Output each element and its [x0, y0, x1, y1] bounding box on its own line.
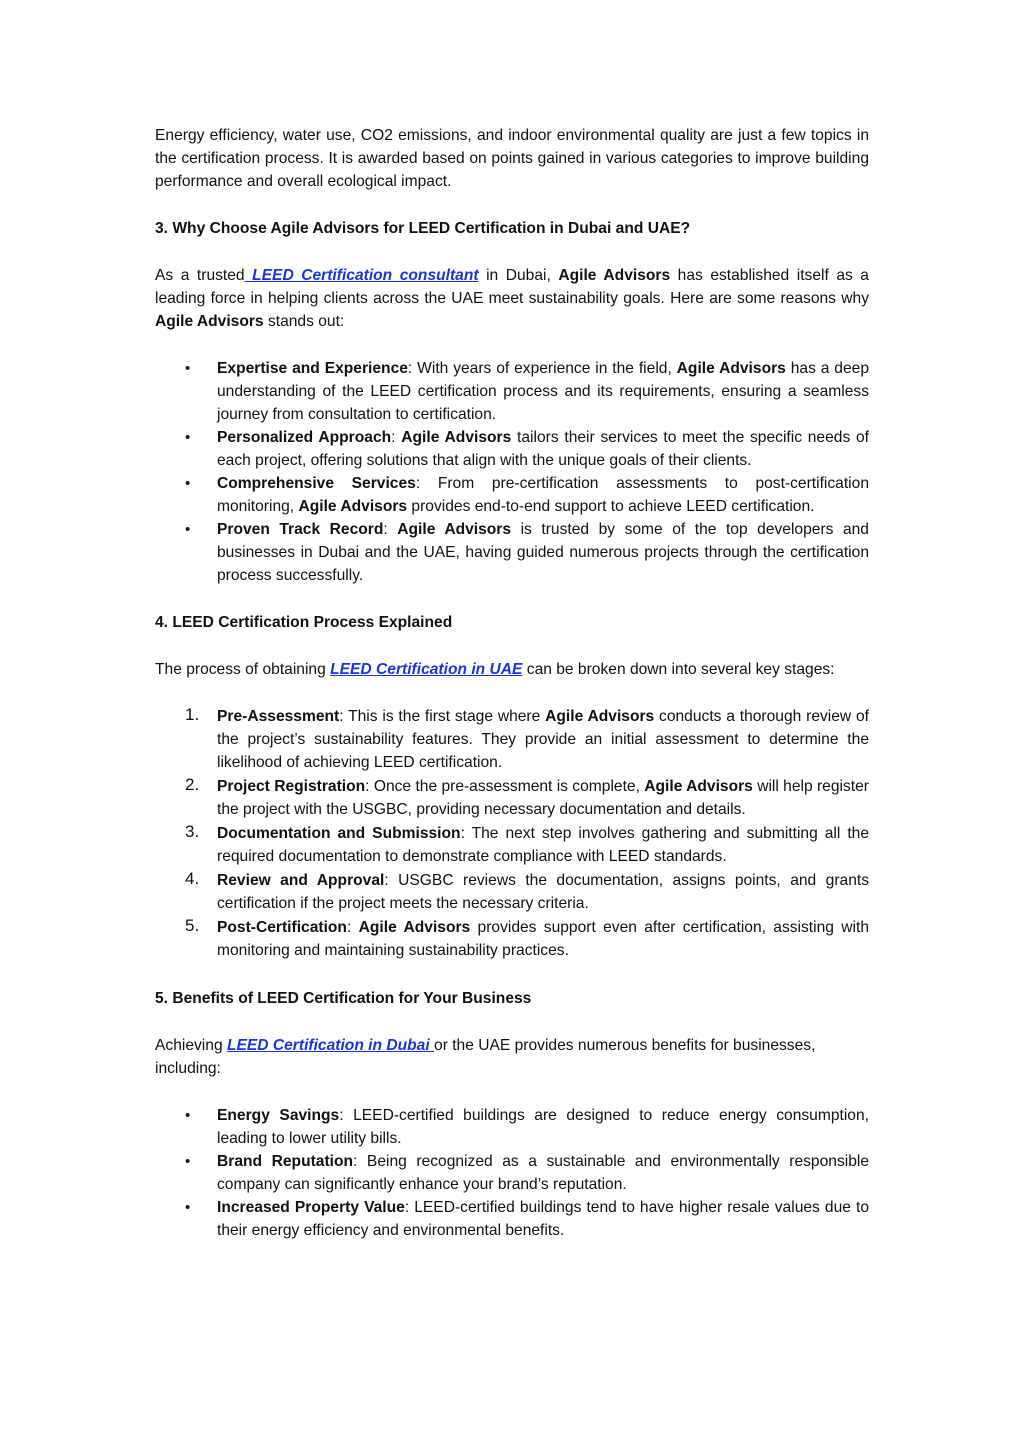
bullet-icon: •	[185, 1199, 191, 1216]
list-item: 2. Project Registration: Once the pre-assessment is complete, Agile Advisors will help register the project with the USGBC, providing necessary documentation and details.	[185, 775, 869, 818]
bullet-icon: •	[185, 521, 191, 538]
list-item: 1. Pre-Assessment: This is the first stage where Agile Advisors conducts a thorough review of the project’s sustainability features. They provide an initial assessment to determine the likelihood of achieving LEED certification.	[185, 705, 870, 771]
bullet-icon: •	[185, 1153, 191, 1170]
step-number: 2.	[185, 775, 200, 794]
step-number: 4.	[185, 869, 200, 888]
brand-name: Agile Advisors	[155, 313, 264, 330]
list-item: 5. Post-Certification: Agile Advisors provides support even after certification, assisting with monitoring and maintaining sustainability practices.	[185, 916, 869, 959]
section-4-heading: 4. LEED Certification Process Explained	[155, 614, 453, 631]
section-5-bullet-list	[155, 1104, 869, 1242]
document-page	[155, 124, 869, 1242]
section-3-heading: 3. Why Choose Agile Advisors for LEED Certification in Dubai and UAE?	[155, 220, 691, 237]
list-item: • Expertise and Experience: With years of experience in the field, Agile Advisors has a deep understanding of the LEED certification process and its requirements, ensuring a seamless journey from consultation to certification.	[155, 357, 869, 426]
section-3-paragraph: As a trusted LEED Certification consultant in Dubai, Agile Advisors has established itself as a leading force in helping clients across the UAE meet sustainability goals. Here are some reasons why Agile Advisors stands out:	[155, 267, 869, 330]
leed-dubai-link[interactable]: LEED Certification in Dubai	[226, 1037, 435, 1054]
list-item: • Personalized Approach: Agile Advisors tailors their services to meet the specific needs of each project, offering solutions that align with the unique goals of their clients.	[155, 426, 869, 472]
bullet-icon: •	[185, 429, 191, 446]
section-5-paragraph: Achieving LEED Certification in Dubai or the UAE provides numerous benefits for businesses, including:	[155, 1037, 816, 1077]
section-3-bullet-list	[155, 357, 869, 587]
list-item: • Comprehensive Services: From pre-certification assessments to post-certification monitoring, Agile Advisors provides end-to-end support to achieve LEED certification.	[155, 472, 869, 518]
list-item: • Energy Savings: LEED-certified buildings are designed to reduce energy consumption, leading to lower utility bills.	[155, 1104, 869, 1150]
brand-name: Agile Advisors	[558, 267, 671, 284]
list-item: • Proven Track Record: Agile Advisors is trusted by some of the top developers and businesses in Dubai and the UAE, having guided numerous projects through the certification process successfully.	[155, 518, 869, 587]
list-item: • Increased Property Value: LEED-certified buildings tend to have higher resale values due to their energy efficiency and environmental benefits.	[155, 1196, 869, 1242]
bullet-icon: •	[185, 1107, 191, 1124]
step-number: 5.	[185, 916, 200, 935]
process-steps-list	[155, 705, 869, 962]
list-item: • Brand Reputation: Being recognized as a sustainable and environmentally responsible company can significantly enhance your brand’s reputation.	[155, 1150, 869, 1196]
bullet-icon: •	[185, 475, 191, 492]
leed-uae-link[interactable]: LEED Certification in UAE	[330, 661, 523, 678]
section-5-heading: 5. Benefits of LEED Certification for Your Business	[155, 990, 532, 1007]
step-number: 1.	[185, 705, 200, 724]
list-item: 4. Review and Approval: USGBC reviews the documentation, assigns points, and grants certification if the project meets the necessary criteria.	[185, 869, 869, 912]
list-item: 3. Documentation and Submission: The next step involves gathering and submitting all the required documentation to demonstrate compliance with LEED standards.	[185, 822, 869, 865]
bullet-icon: •	[185, 360, 191, 377]
section-4-paragraph: The process of obtaining LEED Certification in UAE can be broken down into several key stages:	[155, 661, 835, 678]
step-number: 3.	[185, 822, 200, 841]
leed-consultant-link[interactable]: LEED Certification consultant	[244, 267, 479, 284]
intro-paragraph: Energy efficiency, water use, CO2 emissions, and indoor environmental quality are just a few topics in the certification process. It is awarded based on points gained in various categories to improve building performance and overall ecological impact.	[155, 127, 869, 190]
